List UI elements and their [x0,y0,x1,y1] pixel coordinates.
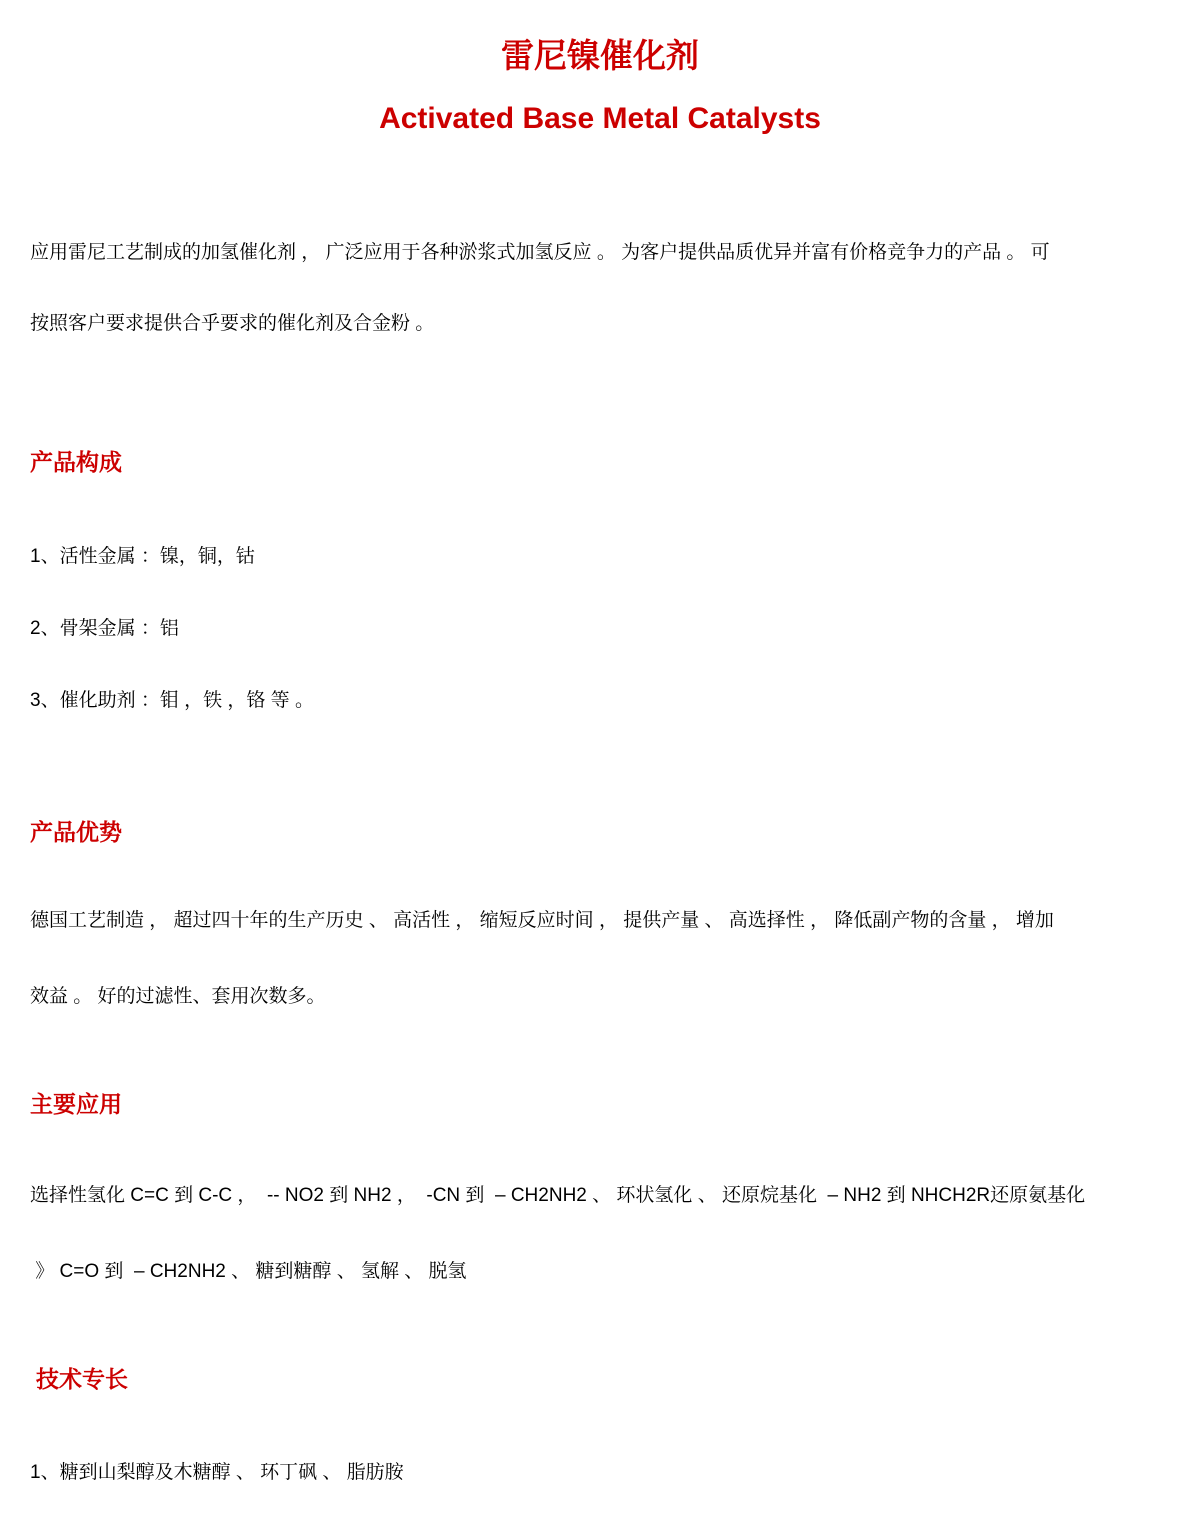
intro-paragraph [30,195,1170,381]
section-heading-product-advantages: 产品优势 [30,819,122,845]
composition-item-skeleton-metal: 2、骨架金属 ：铝 [30,618,179,639]
section-heading-main-applications: 主要应用 [30,1091,122,1117]
composition-item-promoters: 3、催化助剂 ：钼 ，铁 ，铬 等 。 [30,690,314,711]
applications-paragraph [30,1136,1170,1332]
page-title: 雷尼镍催化剂 [501,37,699,74]
advantages-paragraph [30,861,1170,1057]
advantages-line-2: 效益 。 好的过滤性、套用次数多。 [30,986,326,1007]
applications-line-1: 选择性氢化 C=C 到 C-C ， -- NO2 到 NH2 ， -CN 到 – CH2NH2 、 环状氢化 、 还原烷基化 – NH2 到 NHCH2R还原氨基化 [30,1185,1086,1206]
expertise-item-sorbitol-xylitol: 1、糖到山梨醇及木糖醇 、 环丁砜 、 脂肪胺 [30,1462,404,1483]
composition-list [30,499,1170,759]
advantages-line-1: 德国工艺制造 ， 超过四十年的生产历史 、 高活性 ， 缩短反应时间 ， 提供产量 、 高选择性 ， 降低副产物的含量 ， 增加 [30,910,1054,931]
section-heading-product-composition: 产品构成 [30,449,122,475]
applications-line-2: 》 C=O 到 – CH2NH2 、 糖到糖醇 、 氢解 、 脱氢 [30,1261,467,1282]
expertise-list [30,1415,1170,1531]
composition-item-active-metals: 1、活性金属 ：镍，铜，钴 [30,546,255,567]
document-page [0,34,1200,1531]
section-heading-technical-expertise: 技术专长 [36,1366,128,1392]
intro-line-2: 按照客户要求提供合乎要求的催化剂及合金粉 。 [30,313,435,334]
page-subtitle: Activated Base Metal Catalysts [379,102,821,135]
intro-line-1: 应用雷尼工艺制成的加氢催化剂 ， 广泛应用于各种淤浆式加氢反应 。 为客户提供品质优异并富有价格竞争力的产品 。 可 [30,242,1050,263]
